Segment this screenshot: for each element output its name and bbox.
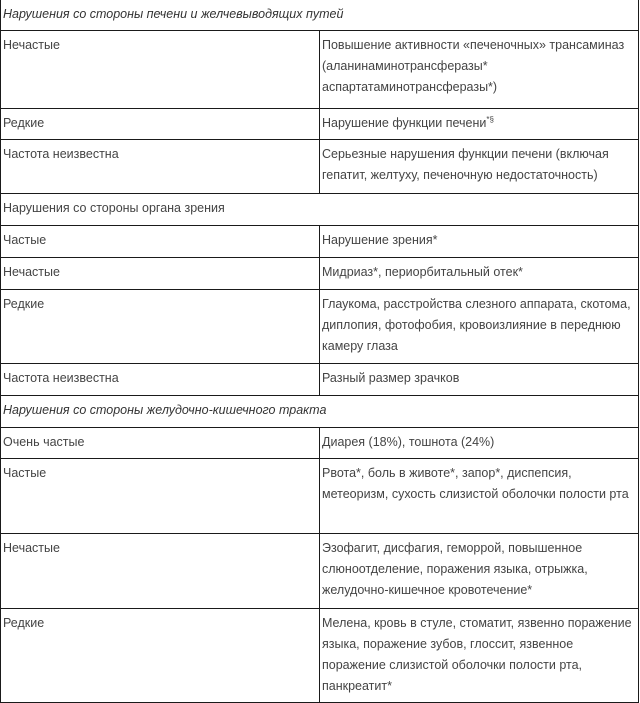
effect-cell: Нарушение зрения* bbox=[320, 226, 639, 258]
table-row bbox=[1, 226, 639, 258]
section-title-liver: Нарушения со стороны печени и желчевыводящих путей bbox=[1, 0, 639, 31]
effect-cell: Рвота*, боль в животе*, запор*, диспепсия, метеоризм, сухость слизистой оболочки полости рта bbox=[320, 459, 639, 534]
section-header-row bbox=[1, 0, 639, 31]
effect-cell: Разный размер зрачков bbox=[320, 364, 639, 396]
effect-cell: Диарея (18%), тошнота (24%) bbox=[320, 428, 639, 459]
table-row bbox=[1, 428, 639, 459]
effect-cell: Мидриаз*, периорбитальный отек* bbox=[320, 258, 639, 290]
table-row bbox=[1, 534, 639, 609]
effect-cell bbox=[320, 109, 639, 140]
table-row bbox=[1, 364, 639, 396]
section-title-gi: Нарушения со стороны желудочно-кишечного тракта bbox=[1, 396, 639, 428]
table-row bbox=[1, 140, 639, 194]
table-row bbox=[1, 109, 639, 140]
section-header-row bbox=[1, 396, 639, 428]
frequency-cell: Редкие bbox=[1, 290, 320, 364]
table-row bbox=[1, 31, 639, 109]
table-row bbox=[1, 290, 639, 364]
effect-cell: Мелена, кровь в стуле, стоматит, язвенно поражение языка, поражение зубов, глоссит, язвенное поражение слизистой оболочки полости рта, панкреатит* bbox=[320, 609, 639, 703]
frequency-cell: Частота неизвестна bbox=[1, 140, 320, 194]
effect-cell: Глаукома, расстройства слезного аппарата, скотома, диплопия, фотофобия, кровоизлияние в переднюю камеру глаза bbox=[320, 290, 639, 364]
effect-cell: Эзофагит, дисфагия, геморрой, повышенное слюноотделение, поражения языка, отрыжка, желудочно-кишечное кровотечение* bbox=[320, 534, 639, 609]
table-row bbox=[1, 258, 639, 290]
frequency-cell: Нечастые bbox=[1, 534, 320, 609]
frequency-cell: Частые bbox=[1, 459, 320, 534]
table-row bbox=[1, 459, 639, 534]
section-header-row bbox=[1, 194, 639, 226]
section-title-vision: Нарушения со стороны органа зрения bbox=[1, 194, 639, 226]
effect-cell: Серьезные нарушения функции печени (включая гепатит, желтуху, печеночную недостаточность) bbox=[320, 140, 639, 194]
effect-cell: Повышение активности «печеночных» трансаминаз (аланинаминотрансферазы* аспартатаминотрансферазы*) bbox=[320, 31, 639, 109]
frequency-cell: Частота неизвестна bbox=[1, 364, 320, 396]
frequency-cell: Частые bbox=[1, 226, 320, 258]
frequency-cell: Редкие bbox=[1, 109, 320, 140]
table-row bbox=[1, 609, 639, 703]
frequency-cell: Нечастые bbox=[1, 258, 320, 290]
footnote-mark: *§ bbox=[486, 114, 494, 124]
frequency-cell: Редкие bbox=[1, 609, 320, 703]
frequency-cell: Нечастые bbox=[1, 31, 320, 109]
effect-text: Нарушение функции печени bbox=[322, 116, 487, 130]
frequency-cell: Очень частые bbox=[1, 428, 320, 459]
